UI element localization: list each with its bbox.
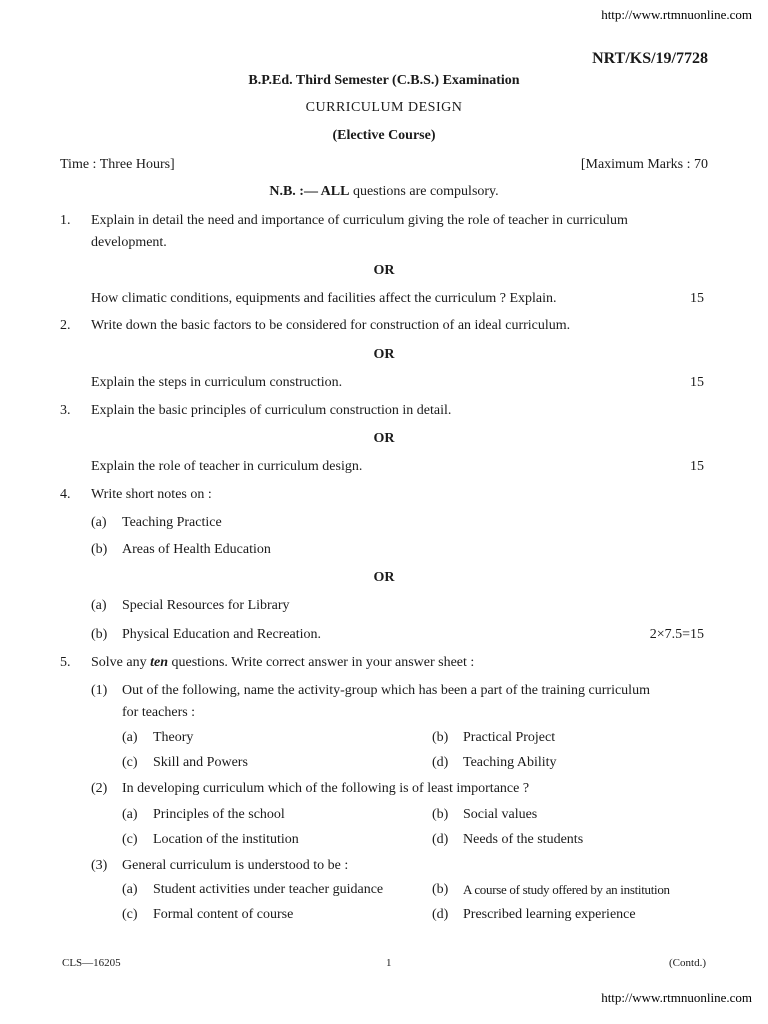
sub-question-label: (a) [91,598,107,613]
contd-note: (Contd.) [669,957,706,969]
nb-instruction [0,184,768,200]
option-label: (a) [122,882,138,897]
option-label: (b) [432,730,449,745]
source-url-top[interactable]: http://www.rtmnuonline.com [601,7,752,22]
option-text: Location of the institution [153,832,299,847]
option-text: Principles of the school [153,807,285,822]
option-label: (c) [122,907,138,922]
or-divider: OR [373,263,395,278]
question-number: 1. [60,213,71,228]
mcq-question: for teachers : [122,705,196,720]
sub-question-text: Teaching Practice [122,515,222,530]
course-type: (Elective Course) [332,128,436,143]
sub-question-text: Areas of Health Education [122,542,271,557]
sub-question-label: (b) [91,627,108,642]
option-label: (d) [432,907,449,922]
question-text: development. [91,235,167,250]
option-label: (a) [122,730,138,745]
option-label: (b) [432,807,449,822]
question-text [91,655,474,671]
page-number: 1 [386,957,392,969]
option-label: (a) [122,807,138,822]
nb-text: questions are compulsory. [349,184,499,199]
source-url-bottom[interactable]: http://www.rtmnuonline.com [601,990,752,1005]
question-text: How climatic conditions, equipments and facilities affect the curriculum ? Explain. [91,291,557,306]
or-divider: OR [373,570,395,585]
sub-question-label: (a) [91,515,107,530]
option-text: Practical Project [463,730,556,745]
option-label: (c) [122,755,138,770]
or-divider: OR [373,431,395,446]
question-text: Explain the role of teacher in curriculum design. [91,459,363,474]
option-text: Formal content of course [153,907,294,922]
question-text: Explain the steps in curriculum construction. [91,375,343,390]
question-marks: 15 [690,459,704,474]
footer-code: CLS—16205 [62,957,121,969]
emphasis-ten: ten [150,655,168,670]
question-text-part: Solve any [91,655,151,670]
question-number: 3. [60,403,71,418]
option-text: Skill and Powers [153,755,248,770]
sub-question-text: Physical Education and Recreation. [122,627,322,642]
option-text: Needs of the students [463,832,584,847]
exam-title: B.P.Ed. Third Semester (C.B.S.) Examination [248,73,520,88]
mcq-number: (3) [91,858,108,873]
option-text: Theory [153,730,194,745]
question-text: Write down the basic factors to be considered for construction of an ideal curriculum. [91,318,571,333]
or-divider: OR [373,347,395,362]
mcq-number: (1) [91,683,108,698]
mcq-question: Out of the following, name the activity-group which has been a part of the training curriculum [122,683,650,698]
question-text: Write short notes on : [91,487,212,502]
option-text: Teaching Ability [463,755,557,770]
option-text: Student activities under teacher guidance [153,882,384,897]
option-text: A course of study offered by an institution [463,882,670,897]
question-number: 4. [60,487,71,502]
option-text: Prescribed learning experience [463,907,636,922]
option-label: (c) [122,832,138,847]
sub-question-text: Special Resources for Library [122,598,290,613]
option-text: Social values [463,807,538,822]
question-text: Explain in detail the need and importance of curriculum giving the role of teacher in curriculum [91,213,628,228]
paper-code: NRT/KS/19/7728 [592,50,708,67]
question-text: Explain the basic principles of curriculum construction in detail. [91,403,452,418]
nb-prefix: N.B. :— ALL [269,184,350,199]
option-label: (d) [432,755,449,770]
option-label: (d) [432,832,449,847]
option-label: (b) [432,882,449,897]
maximum-marks: [Maximum Marks : 70 [580,157,708,172]
question-marks: 15 [690,375,704,390]
mcq-question: General curriculum is understood to be : [122,858,349,873]
mcq-number: (2) [91,781,108,796]
sub-question-label: (b) [91,542,108,557]
question-text-part: questions. Write correct answer in your answer sheet : [168,655,475,670]
question-marks: 2×7.5=15 [649,627,704,642]
question-number: 2. [60,318,71,333]
question-number: 5. [60,655,71,670]
mcq-question: In developing curriculum which of the following is of least importance ? [122,781,530,796]
subject-title: CURRICULUM DESIGN [305,100,463,115]
question-marks: 15 [690,291,704,306]
time-allowed: Time : Three Hours] [60,157,175,172]
